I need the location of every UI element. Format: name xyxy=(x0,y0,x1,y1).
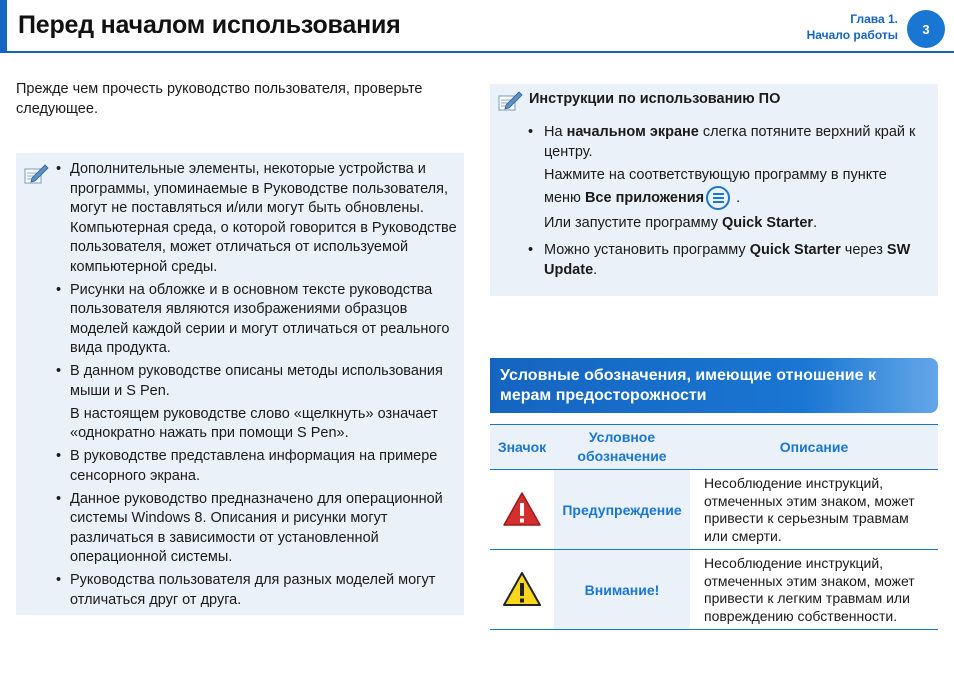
column-header-symbol: Условное обозначение xyxy=(577,429,667,464)
list-item xyxy=(528,241,928,280)
symbol-description: Несоблюдение инструкций, отмеченных этим знаком, может привести к серьезным травмам или смерти. xyxy=(704,475,915,544)
table-header xyxy=(490,424,938,470)
notes-list xyxy=(56,160,458,614)
caution-yellow-triangle-icon xyxy=(502,571,542,607)
list-item xyxy=(528,123,928,233)
instruction-step: Или запустите программу Quick Starter. xyxy=(544,214,818,231)
section-heading: Условные обозначения, имеющие отношение к мерам предосторожности xyxy=(490,358,938,413)
all-apps-icon xyxy=(706,186,730,210)
note-extra-text: В настоящем руководстве слово «щелкнуть» означает «однократно нажать при помощи S Pen». xyxy=(70,405,438,441)
table-row xyxy=(490,550,938,630)
list-item xyxy=(56,571,458,610)
page-number-badge: 3 xyxy=(907,10,945,48)
note-text: • Рисунки на обложке и в основном тексте руководства пользователя являются изображениями образцов моделей каждой серии и могут отличаться от реального вида продукта. xyxy=(70,281,450,356)
warning-red-triangle-icon xyxy=(502,491,542,527)
symbols-table xyxy=(490,424,938,630)
page-header xyxy=(0,0,954,52)
list-item xyxy=(56,490,458,568)
list-item xyxy=(56,447,458,486)
list-item xyxy=(56,281,458,359)
header-divider xyxy=(0,51,954,53)
notes-box xyxy=(16,153,464,615)
note-pencil-icon xyxy=(498,90,524,112)
chapter-title: Начало работы xyxy=(806,28,898,42)
symbol-description: Несоблюдение инструкций, отмеченных этим знаком, может привести к легким травмам или повреждению собственности. xyxy=(704,555,915,624)
instructions-title: Инструкции по использованию ПО xyxy=(529,91,781,107)
symbol-name: Внимание! xyxy=(554,550,690,629)
chapter-label xyxy=(807,11,898,43)
page-title: Перед началом использования xyxy=(18,11,401,39)
chapter-number: Глава 1. xyxy=(850,12,898,26)
note-text: • Данное руководство предназначено для операционной системы Windows 8. Описания и рисунки могут различаться в зависимости от установленной операционной системы. xyxy=(70,490,443,565)
instruction-step: • Можно установить программу Quick Starter через SW Update. xyxy=(544,242,911,278)
list-item xyxy=(56,160,458,277)
note-text: • Руководства пользователя для разных моделей могут отличаться друг от друга. xyxy=(70,572,436,608)
note-text: • В руководстве представлена информация на примере сенсорного экрана. xyxy=(70,448,438,484)
column-header-description: Описание xyxy=(779,438,849,455)
intro-text: Прежде чем прочесть руководство пользователя, проверьте следующее. xyxy=(16,81,423,117)
column-header-icon: Значок xyxy=(497,438,547,455)
instructions-box xyxy=(490,84,938,296)
symbol-name: Предупреждение xyxy=(554,470,690,549)
note-pencil-icon xyxy=(24,163,50,185)
note-text: • В данном руководстве описаны методы использования мыши и S Pen. xyxy=(70,363,443,399)
table-row xyxy=(490,470,938,550)
list-item xyxy=(56,362,458,444)
instruction-step: • На начальном экране слегка потяните верхний край к центру. xyxy=(544,124,916,160)
header-accent-bar xyxy=(0,0,7,52)
note-text: • Дополнительные элементы, некоторые устройства и программы, упоминаемые в Руководстве пользователя, могут не поставляться и/или могут быть обновлены. Компьютерная среда, о которой говорится в Руководстве пользователя, может отличаться от используемой компьютерной среды. xyxy=(70,161,457,275)
instructions-list xyxy=(528,123,928,280)
instruction-step: Нажмите на соответствующую программу в пункте меню Все приложения . xyxy=(544,166,928,210)
